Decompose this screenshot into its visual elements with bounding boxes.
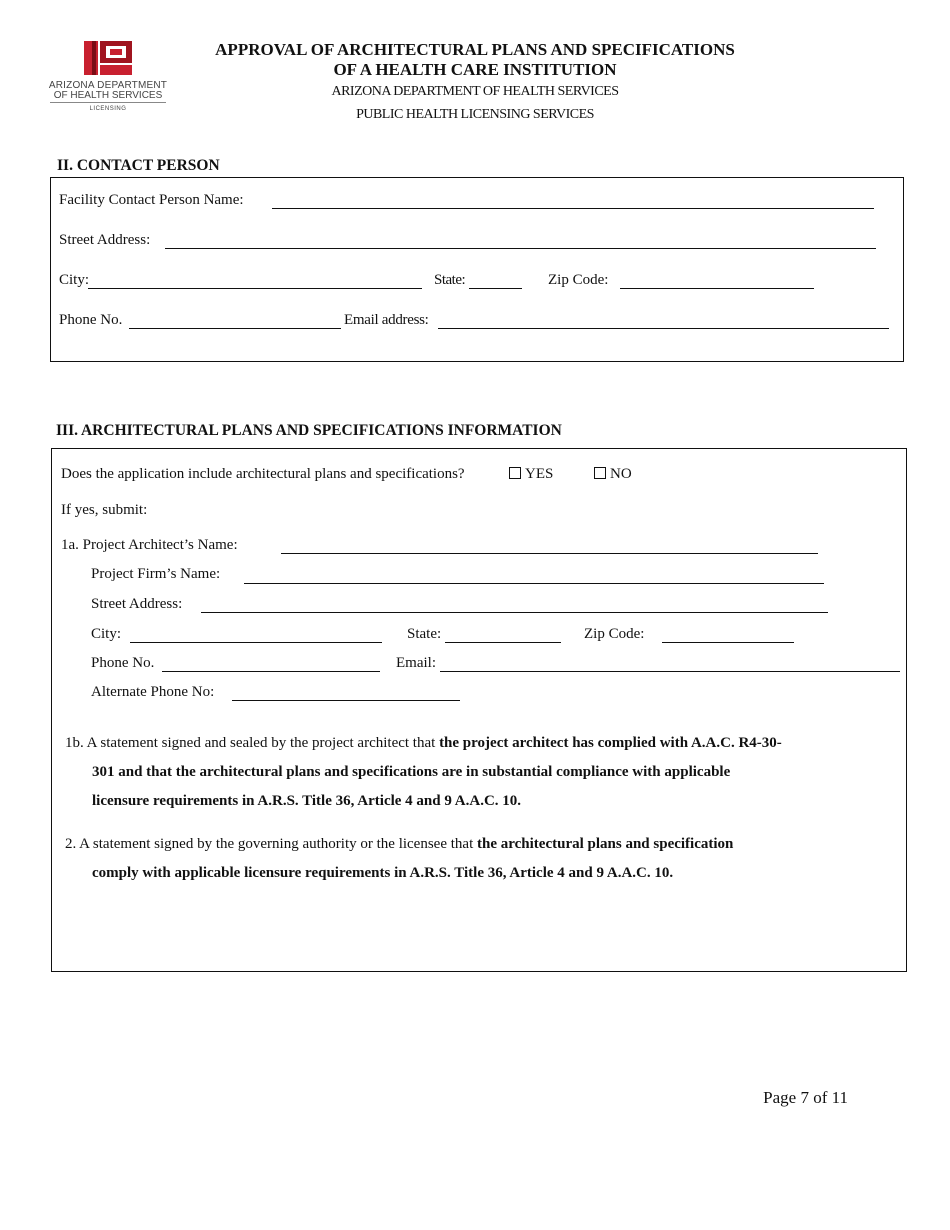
alt-phone-label: Alternate Phone No: xyxy=(91,684,215,700)
no-option[interactable] xyxy=(594,466,632,483)
firm-city-field[interactable] xyxy=(130,642,382,643)
architectural-plans-box xyxy=(51,448,907,972)
section-3-title: III. ARCHITECTURAL PLANS AND SPECIFICATIONS INFORMATION xyxy=(56,422,562,439)
contact-zip-label: Zip Code: xyxy=(548,272,609,288)
item-1b-line2: 301 and that the architectural plans and specifications are in substantial compliance with applicable xyxy=(92,764,731,780)
contact-name-field[interactable] xyxy=(272,208,874,209)
contact-name-label: Facility Contact Person Name: xyxy=(59,192,244,208)
contact-email-field[interactable] xyxy=(438,328,889,329)
contact-street-field[interactable] xyxy=(165,248,876,249)
if-yes-instruction: If yes, submit: xyxy=(61,502,148,518)
contact-phone-label: Phone No. xyxy=(59,312,123,328)
item-1b-line1 xyxy=(65,735,782,752)
item-1b-prefix: 1b. A statement signed and sealed by the project architect that xyxy=(65,735,440,751)
contact-state-field[interactable] xyxy=(469,288,522,289)
yes-checkbox[interactable] xyxy=(509,467,521,479)
department-name: ARIZONA DEPARTMENT OF HEALTH SERVICES xyxy=(331,84,619,99)
firm-name-field[interactable] xyxy=(244,583,824,584)
firm-state-label: State: xyxy=(407,626,442,642)
firm-phone-label: Phone No. xyxy=(91,655,155,671)
firm-phone-field[interactable] xyxy=(162,671,380,672)
plans-question xyxy=(61,466,465,483)
item-1b-line3: licensure requirements in A.R.S. Title 36, Article 4 and 9 A.A.C. 10. xyxy=(92,793,522,809)
item-2-line2: comply with applicable licensure requirements in A.R.S. Title 36, Article 4 and 9 A.A.C. 10. xyxy=(92,865,674,881)
no-checkbox[interactable] xyxy=(594,467,606,479)
form-title-line2: OF A HEALTH CARE INSTITUTION xyxy=(333,60,617,79)
item-2-line1 xyxy=(65,836,733,853)
plans-question-text: Does the application include architectural plans and specifications? xyxy=(61,466,465,482)
firm-state-field[interactable] xyxy=(445,642,561,643)
firm-email-field[interactable] xyxy=(440,671,900,672)
logo-text-line2: OF HEALTH SERVICES xyxy=(53,90,163,101)
logo-text-line3: LICENSING xyxy=(89,106,127,112)
division-name: PUBLIC HEALTH LICENSING SERVICES xyxy=(356,107,594,122)
yes-option[interactable] xyxy=(509,466,553,483)
firm-zip-field[interactable] xyxy=(662,642,794,643)
firm-city-label: City: xyxy=(91,626,122,642)
yes-label: YES xyxy=(525,466,554,482)
no-label: NO xyxy=(610,466,632,482)
page-number: Page 7 of 11 xyxy=(763,1088,848,1107)
contact-zip-field[interactable] xyxy=(620,288,814,289)
logo-divider xyxy=(50,102,166,103)
contact-phone-field[interactable] xyxy=(129,328,341,329)
firm-street-label: Street Address: xyxy=(91,596,183,612)
contact-state-label: State: xyxy=(434,272,466,288)
section-2-title: II. CONTACT PERSON xyxy=(57,157,220,174)
contact-email-label: Email address: xyxy=(344,312,429,328)
logo-text-line1: ARIZONA DEPARTMENT xyxy=(48,80,168,91)
contact-city-label: City: xyxy=(59,272,90,288)
contact-city-field[interactable] xyxy=(88,288,422,289)
item-1b-bold1: the project architect has complied with A.A.C. R4-30- xyxy=(439,735,782,751)
item-2-bold1: the architectural plans and specification xyxy=(477,836,734,852)
form-title-line1: APPROVAL OF ARCHITECTURAL PLANS AND SPECIFICATIONS xyxy=(215,40,735,59)
firm-name-label: Project Firm’s Name: xyxy=(91,566,221,582)
firm-email-label: Email: xyxy=(396,655,436,671)
alt-phone-field[interactable] xyxy=(232,700,460,701)
architect-name-field[interactable] xyxy=(281,553,818,554)
firm-zip-label: Zip Code: xyxy=(584,626,645,642)
item-2-prefix: 2. A statement signed by the governing authority or the licensee that xyxy=(65,836,477,852)
contact-street-label: Street Address: xyxy=(59,232,151,248)
firm-street-field[interactable] xyxy=(201,612,828,613)
architect-name-label: 1a. Project Architect’s Name: xyxy=(61,537,238,553)
